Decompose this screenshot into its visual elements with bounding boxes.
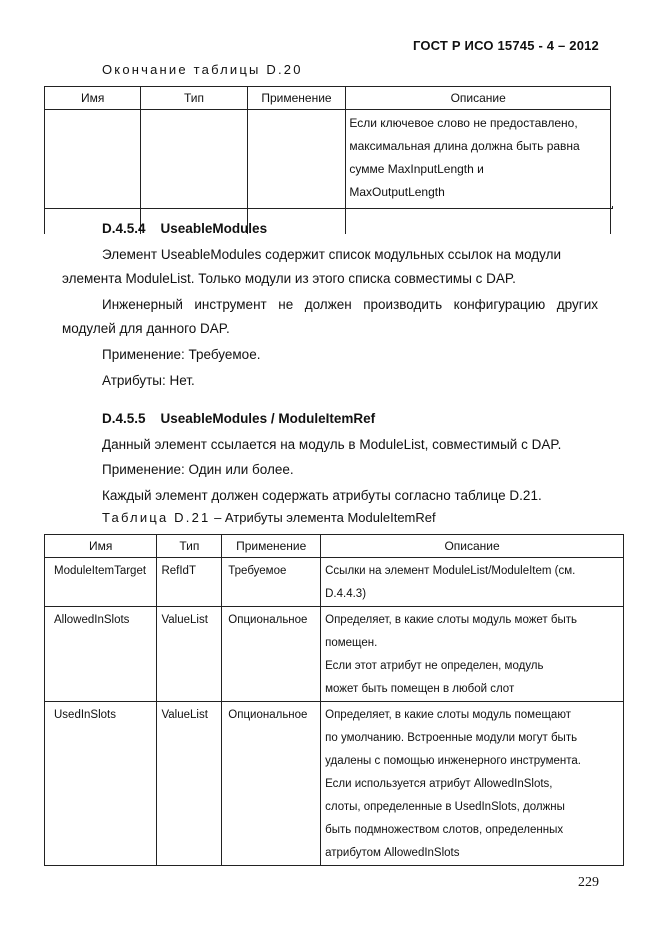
heading-title: UseableModules / ModuleItemRef	[160, 411, 376, 426]
description-line: быть подмножеством слотов, определенных	[325, 824, 564, 836]
cell-name: UsedInSlots	[45, 702, 157, 866]
column-header-description: Описание	[321, 535, 624, 558]
cell-type: ValueList	[157, 607, 222, 702]
column-header-type: Тип	[141, 87, 247, 110]
description-line: Если этот атрибут не определен, модуль	[325, 660, 544, 672]
caption-label: Таблица D.21	[102, 510, 211, 525]
description-line: максимальная длина должна быть равна	[349, 139, 580, 153]
description-line: сумме MaxInputLength и	[349, 162, 484, 176]
table-row	[45, 702, 624, 866]
page-number: 229	[578, 875, 599, 890]
table-row	[45, 558, 624, 607]
description-line: может быть помещен в любой слот	[325, 683, 515, 695]
description-line: MaxOutputLength	[349, 185, 445, 199]
paragraph-line: Данный элемент ссылается на модуль в ModuleList, совместимый с DAP.	[102, 437, 562, 452]
cell-type: RefIdT	[157, 558, 222, 607]
table-d20	[44, 86, 611, 234]
paragraph-line: Элемент UseableModules содержит список модульных ссылок на модули	[102, 247, 562, 262]
column-header-name: Имя	[45, 535, 157, 558]
caption-title: – Атрибуты элемента ModuleItemRef	[210, 510, 436, 525]
cell-description	[321, 558, 624, 607]
column-header-usage: Применение	[247, 87, 346, 110]
cell-usage: Требуемое	[222, 558, 321, 607]
section-heading-d454	[102, 216, 267, 242]
cell-usage: Опциональное	[222, 607, 321, 702]
cell-usage: Опциональное	[222, 702, 321, 866]
paragraph-line: Каждый элемент должен содержать атрибуты согласно таблице D.21.	[102, 488, 542, 503]
paragraph-line: элемента ModuleList. Только модули из этого списка совместимы с DAP.	[62, 271, 516, 286]
cell-name: ModuleItemTarget	[45, 558, 157, 607]
table-break-line	[44, 206, 613, 209]
column-header-description: Описание	[346, 87, 611, 110]
description-line: помещен.	[325, 637, 378, 649]
cell-name: AllowedInSlots	[45, 607, 157, 702]
table-header-row	[45, 87, 611, 110]
column-header-type: Тип	[157, 535, 222, 558]
description-line: Определяет, в какие слоты модуль помещают	[325, 709, 571, 721]
attributes-text: Атрибуты: Нет.	[102, 373, 195, 388]
cell-description	[346, 110, 611, 235]
usage-text: Применение: Требуемое.	[102, 347, 261, 362]
cell-description	[321, 607, 624, 702]
paragraph-line: Инженерный инструмент не должен производить конфигурацию других	[102, 297, 598, 312]
table-header-row	[45, 535, 624, 558]
table-d20-caption: Окончание таблицы D.20	[102, 62, 303, 77]
document-header: ГОСТ Р ИСО 15745 - 4 – 2012	[412, 38, 599, 53]
column-header-usage: Применение	[222, 535, 321, 558]
description-line: слоты, определенные в UsedInSlots, должны	[325, 801, 565, 813]
description-line: Если используется атрибут AllowedInSlots,	[325, 778, 553, 790]
cell-description	[321, 702, 624, 866]
table-d21-caption	[102, 510, 436, 525]
cell-type: ValueList	[157, 702, 222, 866]
description-line: Если ключевое слово не предоставлено,	[349, 116, 578, 130]
usage-text: Применение: Один или более.	[102, 462, 294, 477]
description-line: по умолчанию. Встроенные модули могут быть	[325, 732, 578, 744]
description-line: удалены с помощью инженерного инструмента.	[325, 755, 582, 767]
heading-number: D.4.5.5	[102, 411, 146, 426]
description-line: Ссылки на элемент ModuleList/ModuleItem (см.	[325, 565, 576, 577]
table-d21	[44, 534, 624, 866]
heading-title: UseableModules	[160, 221, 268, 236]
paragraph-line: модулей для данного DAP.	[62, 321, 230, 336]
description-line: D.4.4.3)	[325, 588, 367, 600]
description-line: Определяет, в какие слоты модуль может быть	[325, 614, 577, 626]
column-header-name: Имя	[45, 87, 141, 110]
table-row	[45, 607, 624, 702]
description-line: атрибутом AllowedInSlots	[325, 847, 460, 859]
heading-number: D.4.5.4	[102, 221, 146, 236]
section-heading-d455	[102, 406, 375, 432]
